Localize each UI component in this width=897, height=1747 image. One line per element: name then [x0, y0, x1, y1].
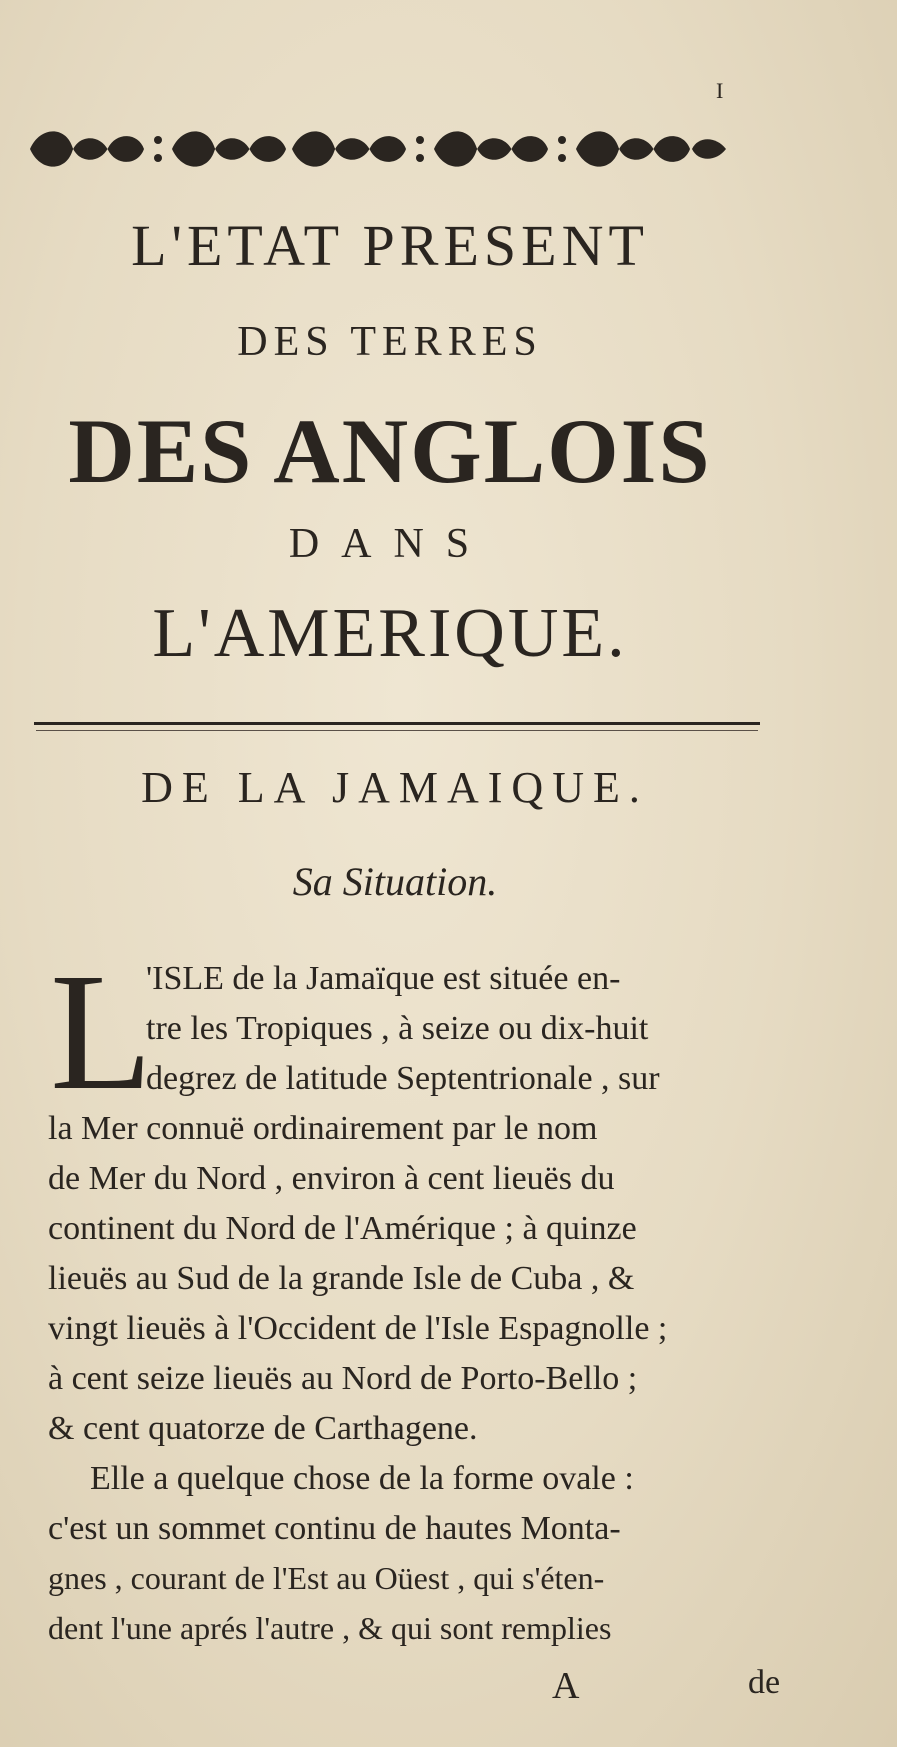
body-line: degrez de latitude Septentrionale , sur [146, 1060, 660, 1097]
body-line: de Mer du Nord , environ à cent lieuës du [48, 1160, 615, 1197]
drop-cap: L [50, 939, 153, 1125]
body-line: vingt lieuës à l'Occident de l'Isle Espagnolle ; [48, 1310, 668, 1347]
title-line-4: DANS [288, 521, 492, 567]
body-line: continent du Nord de l'Amérique ; à quinze [48, 1210, 637, 1247]
body-line: Elle a quelque chose de la forme ovale : [90, 1460, 634, 1497]
body-line: dent l'une aprés l'autre , & qui sont remplies [48, 1610, 612, 1646]
signature-mark: A [552, 1665, 580, 1707]
section-title: DE LA JAMAIQUE. [141, 763, 649, 812]
catchword: de [748, 1664, 781, 1701]
body-line: gnes , courant de l'Est au Oüest , qui s'éten- [48, 1560, 605, 1596]
title-line-2: DES TERRES [237, 319, 543, 365]
body-line: 'ISLE de la Jamaïque est située en- [146, 960, 621, 997]
body-line: & cent quatorze de Carthagene. [48, 1410, 478, 1447]
floral-ornament-band [20, 118, 742, 180]
body-line: tre les Tropiques , à seize ou dix-huit [146, 1010, 649, 1047]
title-line-5: L'AMERIQUE. [152, 595, 628, 672]
body-line: à cent seize lieuës au Nord de Porto-Bello ; [48, 1360, 638, 1397]
body-line: c'est un sommet continu de hautes Monta- [48, 1510, 621, 1547]
ornament-unit [30, 131, 162, 166]
page-number: I [716, 78, 724, 103]
title-line-1: L'ETAT PRESENT [131, 213, 649, 278]
title-divider-thin [36, 730, 758, 731]
section-subtitle: Sa Situation. [292, 859, 498, 904]
body-line: la Mer connuë ordinairement par le nom [48, 1110, 598, 1147]
body-line: lieuës au Sud de la grande Isle de Cuba , & [48, 1260, 635, 1297]
title-divider [34, 722, 760, 725]
title-line-3: DES ANGLOIS [68, 400, 712, 502]
